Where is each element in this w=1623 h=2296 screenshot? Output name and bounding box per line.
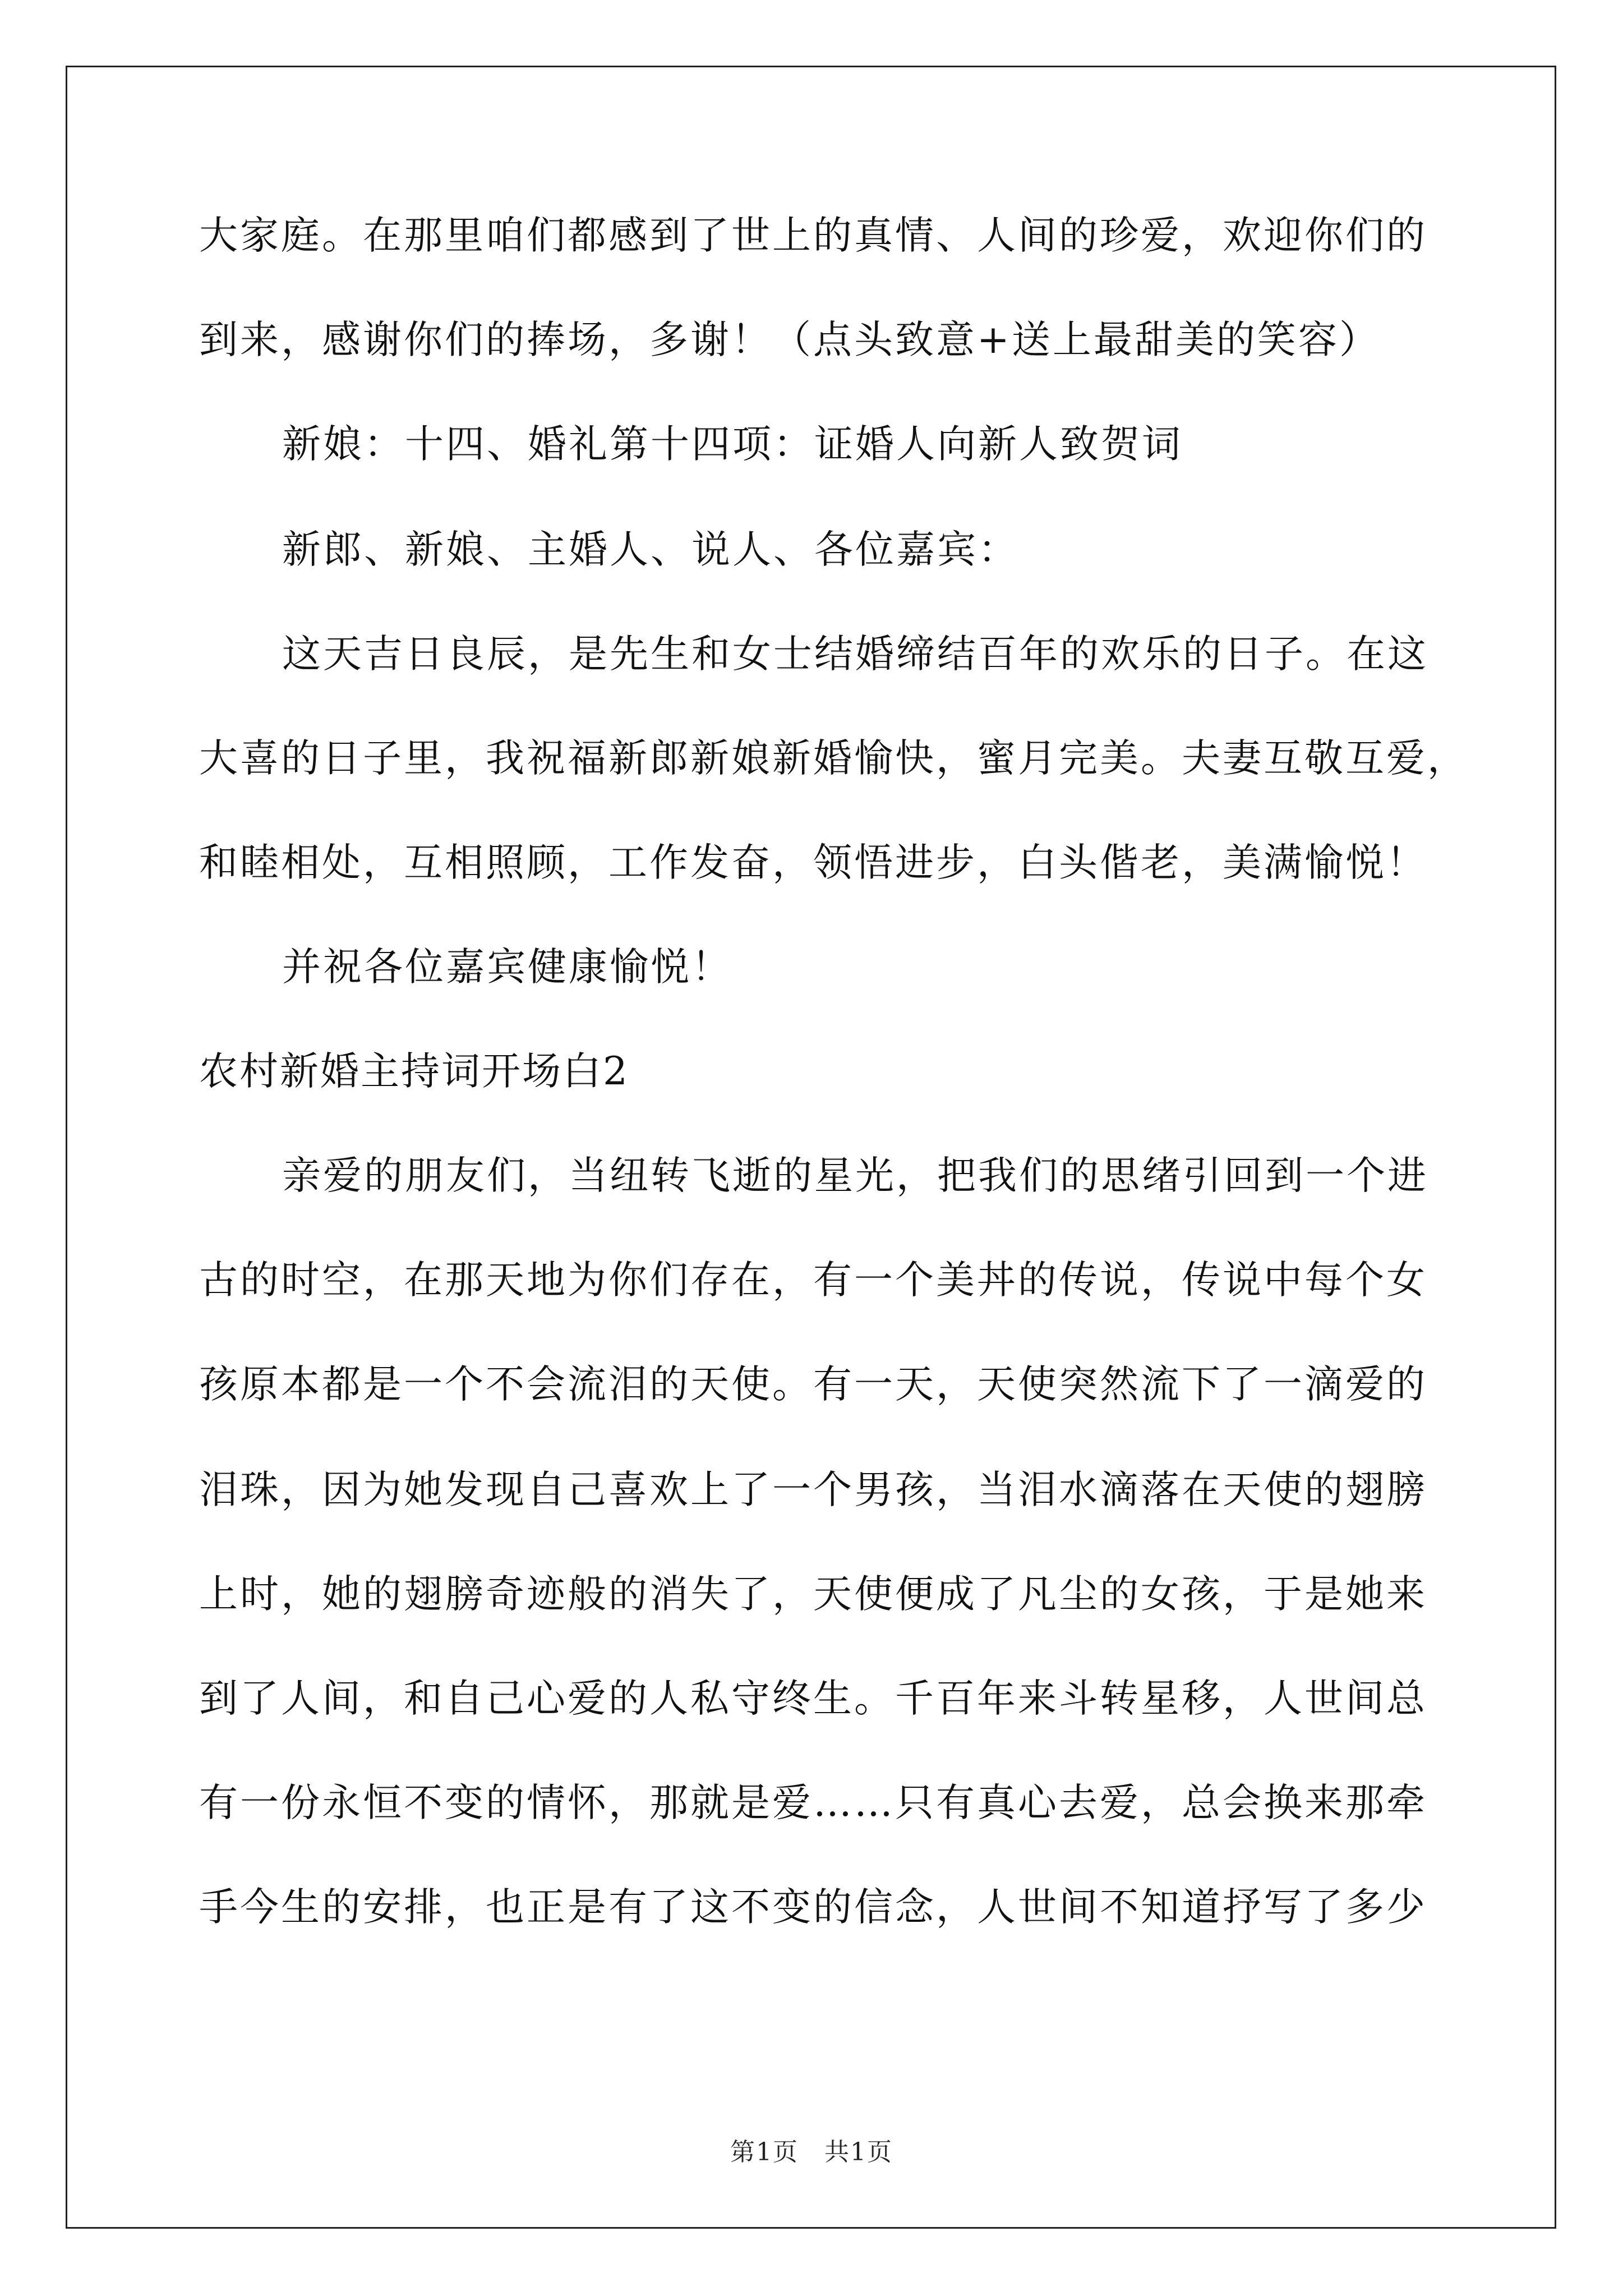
section-heading: 农村新婚主持词开场白2	[199, 1049, 629, 1094]
paragraph-line: 这天吉日良辰，是先生和女士结婚缔结百年的欢乐的日子。在这	[282, 632, 1428, 677]
paragraph-line: 泪珠，因为她发现自己喜欢上了一个男孩，当泪水滴落在天使的翅膀	[199, 1467, 1427, 1512]
paragraph-line: 新娘：十四、婚礼第十四项：证婚人向新人致贺词	[282, 422, 1183, 467]
paragraph-line: 大家庭。在那里咱们都感到了世上的真情、人间的珍爱，欢迎你们的	[199, 213, 1427, 258]
paragraph-line: 孩原本都是一个不会流泪的天使。有一天，天使突然流下了一滴爱的	[199, 1362, 1427, 1407]
paragraph-line: 上时，她的翅膀奇迹般的消失了，天使便成了凡尘的女孩，于是她来	[199, 1572, 1427, 1617]
paragraph-line: 亲爱的朋友们，当纽转飞逝的星光，把我们的思绪引回到一个进	[282, 1153, 1428, 1198]
paragraph-line: 有一份永恒不变的情怀，那就是爱……只有真心去爱，总会换来那牵	[199, 1780, 1427, 1825]
paragraph-line: 到来，感谢你们的捧场，多谢！（点头致意+送上最甜美的笑容）	[199, 318, 1380, 362]
paragraph-line: 到了人间，和自己心爱的人私守终生。千百年来斗转星移，人世间总	[199, 1676, 1427, 1721]
page-footer: 第1页 共1页	[730, 2138, 893, 2166]
paragraph-line: 大喜的日子里，我祝福新郎新娘新婚愉快，蜜月完美。夫妻互敬互爱，	[199, 736, 1468, 781]
paragraph-line: 新郎、新娘、主婚人、说人、各位嘉宾：	[282, 527, 1019, 572]
paragraph-line: 和睦相处，互相照顾，工作发奋，领悟进步，白头偕老，美满愉悦！	[199, 840, 1427, 885]
paragraph-line: 古的时空，在那天地为你们存在，有一个美丼的传说，传说中每个女	[199, 1258, 1427, 1303]
paragraph-line: 并祝各位嘉宾健康愉悦！	[282, 945, 732, 990]
paragraph-line: 手今生的安排，也正是有了这不变的信念，人世间不知道抒写了多少	[199, 1885, 1427, 1930]
